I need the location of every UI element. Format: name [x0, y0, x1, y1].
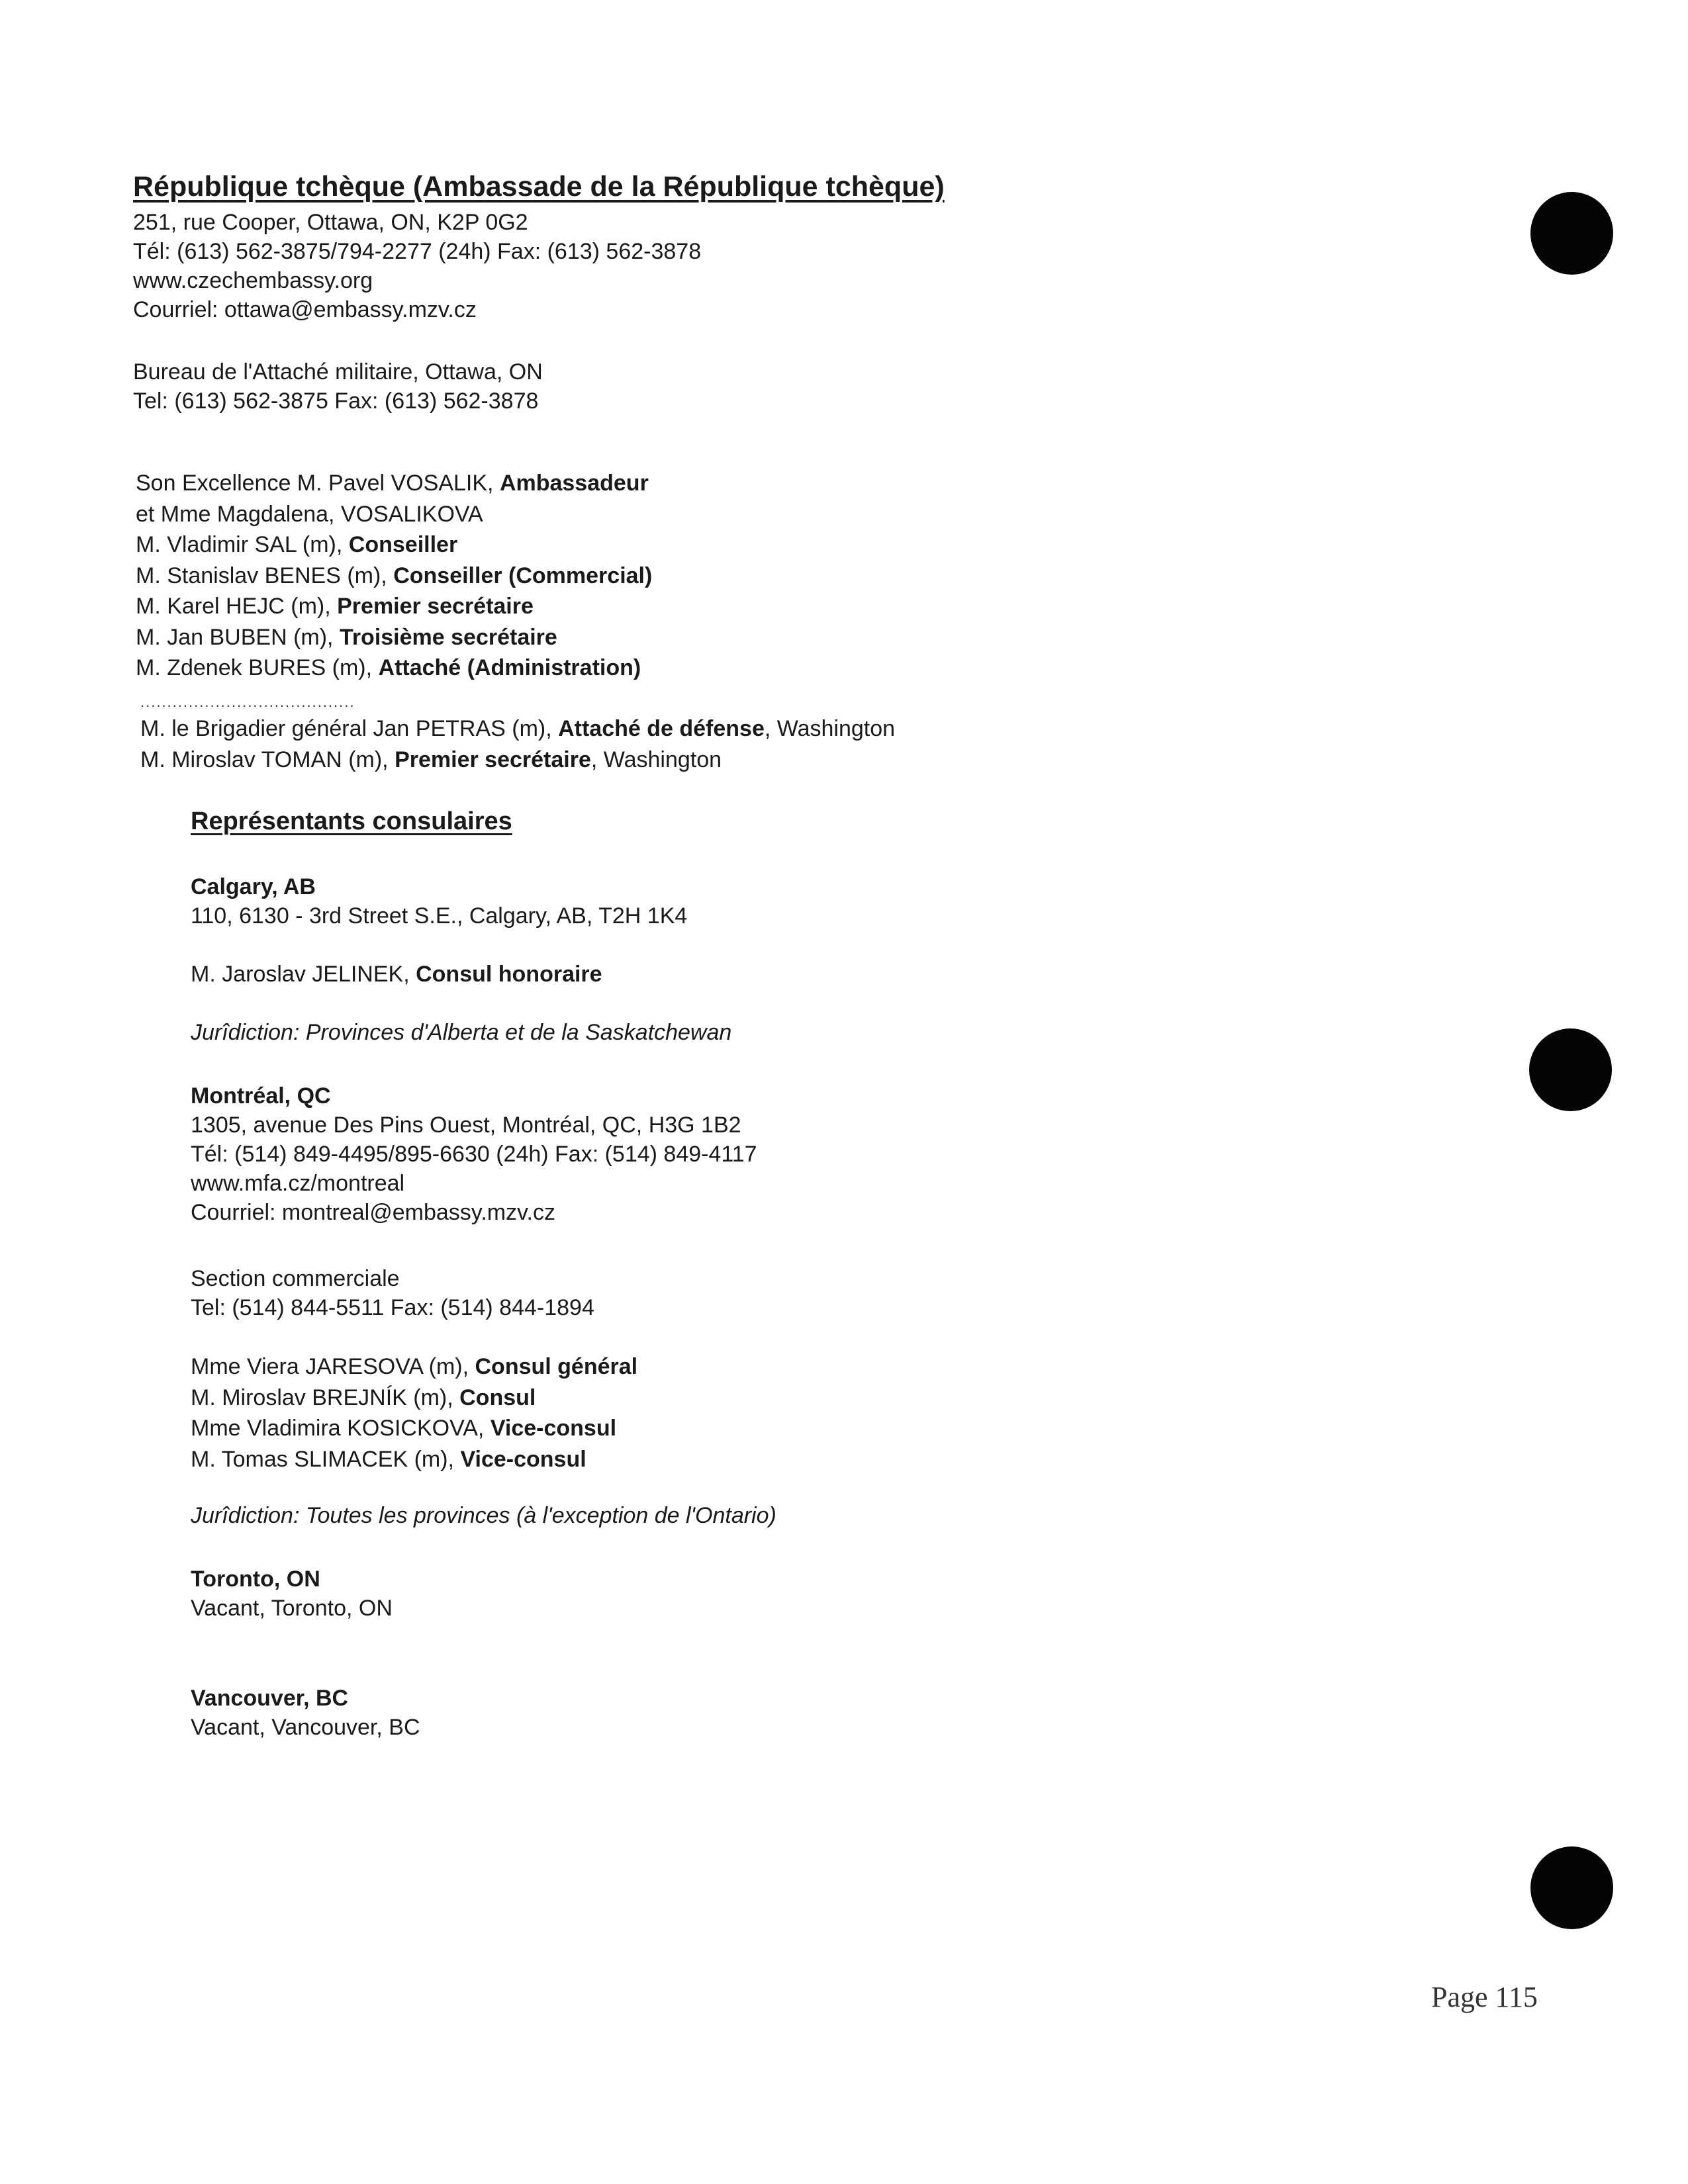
embassy-staff-list: [136, 468, 652, 684]
embassy-email: Courriel: ottawa@embassy.mzv.cz: [133, 297, 477, 322]
embassy-phone: Tél: (613) 562-3875/794-2277 (24h) Fax: (613) 562-3878: [133, 239, 702, 264]
washington-staff-list: [140, 713, 895, 775]
montreal-email: Courriel: montreal@embassy.mzv.cz: [191, 1200, 555, 1225]
staff-row: M. Stanislav BENES (m), Conseiller (Commercial): [136, 563, 653, 588]
montreal-website: www.mfa.cz/montreal: [191, 1171, 405, 1196]
staff-row: M. Vladimir SAL (m), Conseiller: [136, 532, 458, 557]
montreal-city: Montréal, QC: [191, 1083, 331, 1109]
montreal-commercial: [191, 1264, 594, 1322]
embassy-contact: [133, 208, 701, 324]
montreal-staff-list: [191, 1351, 637, 1475]
toronto-city: Toronto, ON: [191, 1567, 320, 1592]
staff-row: Son Excellence M. Pavel VOSALIK, Ambassadeur: [136, 471, 649, 496]
montreal-address: 1305, avenue Des Pins Ouest, Montréal, QC, H3G 1B2: [191, 1113, 741, 1138]
staff-row: M. Karel HEJC (m), Premier secrétaire: [136, 594, 534, 619]
commercial-phone: Tel: (514) 844-5511 Fax: (514) 844-1894: [191, 1295, 594, 1320]
consular-heading: Représentants consulaires: [191, 807, 512, 835]
montreal-phone: Tél: (514) 849-4495/895-6630 (24h) Fax: (514) 849-4117: [191, 1142, 757, 1167]
calgary-jurisdiction: Jurîdiction: Provinces d'Alberta et de la Saskatchewan: [191, 1020, 732, 1045]
staff-row: M. Zdenek BURES (m), Attaché (Administration): [136, 655, 641, 680]
embassy-website: www.czechembassy.org: [133, 268, 373, 293]
staff-row: M. Miroslav TOMAN (m), Premier secrétaire, Washington: [140, 747, 722, 772]
page-number: Page 115: [1431, 1981, 1538, 2013]
commercial-label: Section commerciale: [191, 1266, 400, 1291]
binder-hole: [1529, 1028, 1612, 1111]
military-office: [133, 357, 543, 416]
military-office-phone: Tel: (613) 562-3875 Fax: (613) 562-3878: [133, 388, 539, 414]
embassy-address: 251, rue Cooper, Ottawa, ON, K2P 0G2: [133, 210, 528, 235]
staff-row: M. le Brigadier général Jan PETRAS (m), Attaché de défense, Washington: [140, 716, 896, 741]
vancouver-status: Vacant, Vancouver, BC: [191, 1715, 420, 1740]
military-office-name: Bureau de l'Attaché militaire, Ottawa, ON: [133, 359, 543, 385]
staff-row: M. Jan BUBEN (m), Troisième secrétaire: [136, 624, 557, 650]
toronto-status: Vacant, Toronto, ON: [191, 1596, 393, 1621]
staff-row: Mme Viera JARESOVA (m), Consul général: [191, 1354, 638, 1379]
staff-row: M. Miroslav BREJNÍK (m), Consul: [191, 1385, 536, 1410]
montreal-jurisdiction: Jurîdiction: Toutes les provinces (à l'exception de l'Ontario): [191, 1503, 776, 1528]
binder-hole: [1530, 1846, 1613, 1929]
vancouver-section: [191, 1684, 420, 1742]
staff-row: Mme Vladimira KOSICKOVA, Vice-consul: [191, 1416, 617, 1441]
montreal-section: [191, 1081, 757, 1227]
page-title: République tchèque (Ambassade de la République tchèque): [133, 171, 945, 203]
separator-dots: ........................................: [140, 694, 355, 710]
calgary-city: Calgary, AB: [191, 874, 316, 899]
calgary-consul: M. Jaroslav JELINEK, Consul honoraire: [191, 962, 602, 987]
staff-row: et Mme Magdalena, VOSALIKOVA: [136, 501, 483, 527]
calgary-address: 110, 6130 - 3rd Street S.E., Calgary, AB, T2H 1K4: [191, 903, 688, 929]
staff-row: M. Tomas SLIMACEK (m), Vice-consul: [191, 1446, 586, 1472]
vancouver-city: Vancouver, BC: [191, 1686, 349, 1711]
calgary-section: [191, 872, 687, 931]
toronto-section: [191, 1565, 393, 1623]
binder-hole: [1530, 192, 1613, 275]
